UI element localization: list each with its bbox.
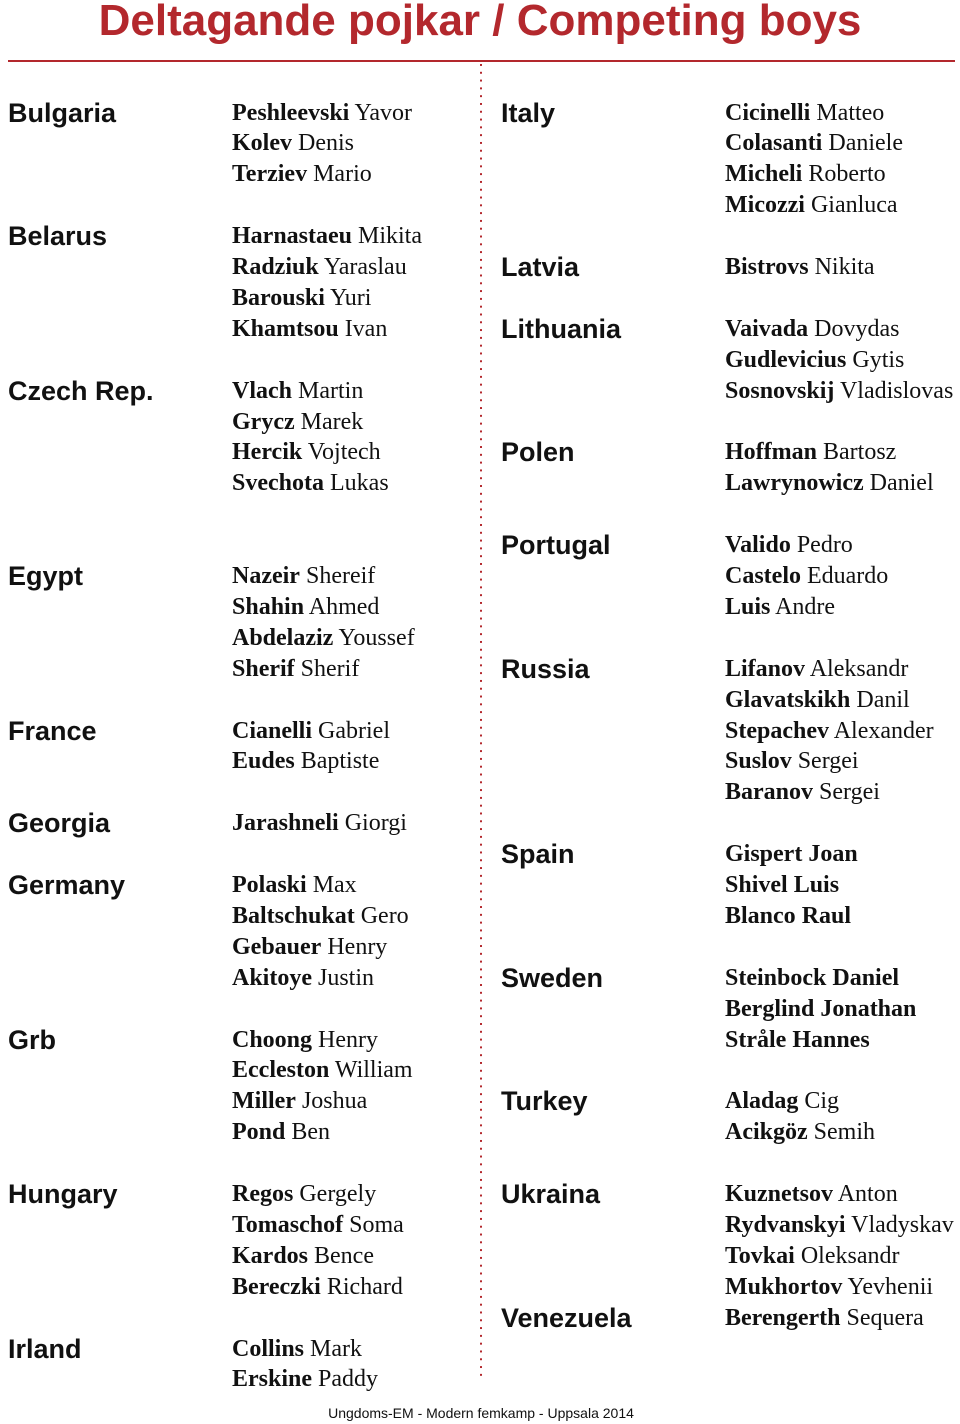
country-name: Latvia	[501, 252, 580, 283]
athlete-given-name: Alexander	[833, 717, 934, 744]
athlete-given-name: Dovydas	[814, 315, 900, 342]
athlete-entry	[232, 963, 409, 994]
athlete-given-name: Roberto	[808, 161, 886, 188]
athlete-surname: Collins	[232, 1335, 305, 1362]
athlete-surname: Aladag	[725, 1088, 799, 1115]
athlete-surname: Blanco	[725, 902, 796, 929]
athlete-entry	[232, 623, 415, 654]
athlete-given-name: Yavor	[354, 99, 413, 126]
athlete-surname: Eudes	[232, 748, 295, 775]
country-name: Sweden	[501, 962, 604, 993]
athlete-entry	[232, 1086, 413, 1117]
athlete-list	[725, 314, 953, 407]
athlete-given-name: Henry	[327, 933, 388, 960]
athlete-given-name: Soma	[349, 1211, 404, 1238]
athlete-entry	[232, 1025, 413, 1056]
athlete-entry	[725, 777, 934, 808]
athlete-list	[725, 437, 934, 499]
athlete-entry	[725, 963, 916, 994]
athlete-surname: Kuznetsov	[725, 1181, 833, 1208]
athlete-list	[232, 98, 412, 191]
athlete-entry	[725, 190, 903, 221]
athlete-surname: Shahin	[232, 593, 305, 620]
athlete-surname: Terziev	[232, 161, 308, 188]
athlete-given-name: Gytis	[852, 346, 905, 373]
athlete-surname: Hoffman	[725, 439, 817, 466]
athlete-surname: Suslov	[725, 748, 792, 775]
country-name: Czech Rep.	[8, 375, 154, 406]
country-name: Russia	[501, 653, 590, 684]
athlete-entry	[232, 808, 407, 839]
athlete-list	[232, 716, 390, 778]
athlete-entry	[725, 159, 903, 190]
athlete-entry	[232, 128, 412, 159]
athlete-entry	[725, 1241, 954, 1272]
country-name: Ukraina	[501, 1179, 601, 1210]
athlete-given-name: Andre	[775, 593, 836, 620]
athlete-surname: Gebauer	[232, 933, 322, 960]
athlete-surname: Cicinelli	[725, 99, 811, 126]
athlete-given-name: Joan	[808, 841, 858, 868]
athlete-entry	[232, 407, 389, 438]
athlete-given-name: Oleksandr	[800, 1242, 900, 1269]
athlete-given-name: Mark	[310, 1335, 363, 1362]
athlete-given-name: Bartosz	[823, 439, 897, 466]
country-name: Spain	[501, 839, 575, 870]
country-name: Polen	[501, 437, 575, 468]
athlete-list	[232, 561, 415, 685]
athlete-surname: Kardos	[232, 1242, 309, 1269]
athlete-entry	[725, 1210, 954, 1241]
athlete-surname: Choong	[232, 1026, 313, 1053]
athlete-entry	[725, 437, 934, 468]
athlete-surname: Stepachev	[725, 717, 829, 744]
athlete-entry	[725, 1179, 954, 1210]
athlete-given-name: Mario	[313, 161, 372, 188]
country-name: Lithuania	[501, 313, 621, 344]
athlete-surname: Baltschukat	[232, 902, 355, 929]
country-name: France	[8, 715, 97, 746]
athlete-surname: Grycz	[232, 408, 295, 435]
athlete-surname: Nazeir	[232, 563, 300, 590]
athlete-entry	[232, 654, 415, 685]
athlete-surname: Baranov	[725, 779, 814, 806]
athlete-entry	[725, 901, 858, 932]
athlete-given-name: Paddy	[318, 1366, 379, 1393]
athlete-surname: Sherif	[232, 655, 295, 682]
athlete-surname: Eccleston	[232, 1057, 330, 1084]
athlete-entry	[232, 468, 389, 499]
athlete-surname: Hercik	[232, 439, 303, 466]
athlete-entry	[725, 376, 953, 407]
athlete-surname: Peshleevski	[232, 99, 350, 126]
athlete-entry	[232, 870, 409, 901]
athlete-list	[725, 1303, 924, 1334]
athlete-entry	[725, 128, 903, 159]
athlete-given-name: Vladyskav	[851, 1211, 954, 1238]
athlete-list	[725, 654, 934, 809]
athlete-surname: Micozzi	[725, 192, 805, 219]
athlete-given-name: Marek	[300, 408, 364, 435]
athlete-surname: Kolev	[232, 130, 292, 157]
athlete-entry	[725, 345, 953, 376]
athlete-entry	[725, 1272, 954, 1303]
athlete-surname: Polaski	[232, 872, 307, 899]
athlete-surname: Radziuk	[232, 254, 319, 281]
country-name: Belarus	[8, 221, 108, 252]
athlete-given-name: Semih	[813, 1119, 875, 1146]
athlete-surname: Berengerth	[725, 1304, 841, 1331]
athlete-entry	[725, 654, 934, 685]
athlete-entry	[725, 746, 934, 777]
athlete-entry	[232, 1117, 413, 1148]
athlete-given-name: Gergely	[299, 1181, 377, 1208]
athlete-given-name: Ben	[291, 1119, 331, 1146]
athlete-given-name: Eduardo	[806, 563, 889, 590]
athlete-surname: Pond	[232, 1119, 286, 1146]
athlete-surname: Gudlevicius	[725, 346, 847, 373]
athlete-surname: Tovkai	[725, 1242, 795, 1269]
athlete-given-name: Mikita	[358, 223, 422, 250]
country-name: Grb	[8, 1024, 57, 1055]
athlete-given-name: Hannes	[792, 1026, 870, 1053]
country-name: Germany	[8, 870, 126, 901]
athlete-given-name: Jonathan	[820, 995, 917, 1022]
athlete-surname: Erskine	[232, 1366, 313, 1393]
athlete-given-name: Denis	[298, 130, 354, 157]
athlete-entry	[232, 1334, 378, 1365]
athlete-list	[725, 1179, 954, 1303]
athlete-entry	[232, 932, 409, 963]
athlete-given-name: Sherif	[300, 655, 360, 682]
athlete-entry	[725, 98, 903, 129]
athlete-entry	[725, 1117, 875, 1148]
athlete-surname: Khamtsou	[232, 315, 339, 342]
athlete-entry	[725, 994, 916, 1025]
athlete-surname: Glavatskikh	[725, 686, 851, 713]
athlete-surname: Acikgöz	[725, 1119, 808, 1146]
athlete-surname: Abdelaziz	[232, 624, 334, 651]
athlete-given-name: Bence	[314, 1242, 374, 1269]
athlete-entry	[232, 252, 422, 283]
athlete-surname: Sosnovskij	[725, 377, 835, 404]
athlete-entry	[232, 592, 415, 623]
country-name: Bulgaria	[8, 97, 117, 128]
athlete-entry	[232, 283, 422, 314]
athlete-surname: Shivel	[725, 872, 788, 899]
athlete-entry	[232, 1210, 404, 1241]
column-divider-dotted-line	[480, 64, 482, 1380]
athlete-surname: Akitoye	[232, 964, 312, 991]
column-right	[501, 0, 959, 1424]
athlete-list	[232, 1334, 378, 1396]
athlete-entry	[232, 437, 389, 468]
athlete-surname: Valido	[725, 532, 791, 559]
athlete-surname: Castelo	[725, 563, 801, 590]
column-left	[8, 0, 466, 1424]
athlete-given-name: Max	[312, 872, 357, 899]
athlete-list	[725, 252, 875, 283]
athlete-list	[232, 1025, 413, 1149]
athlete-entry	[232, 901, 409, 932]
athlete-entry	[725, 1303, 924, 1334]
athlete-surname: Lifanov	[725, 655, 806, 682]
athlete-given-name: Lukas	[330, 470, 389, 497]
athlete-list	[232, 808, 407, 839]
athlete-surname: Berglind	[725, 995, 815, 1022]
athlete-entry	[232, 221, 422, 252]
athlete-entry	[232, 376, 389, 407]
athlete-given-name: Vladislovas	[839, 377, 954, 404]
athlete-given-name: Nikita	[814, 254, 875, 281]
athlete-entry	[725, 685, 934, 716]
athlete-entry	[232, 314, 422, 345]
country-name: Hungary	[8, 1179, 118, 1210]
athlete-surname: Micheli	[725, 161, 803, 188]
athlete-surname: Bistrovs	[725, 254, 809, 281]
country-name: Egypt	[8, 561, 84, 592]
athlete-entry	[725, 530, 888, 561]
athlete-list	[725, 530, 888, 623]
athlete-given-name: Pedro	[796, 532, 853, 559]
athlete-surname: Regos	[232, 1181, 294, 1208]
athlete-list	[232, 1179, 404, 1303]
athlete-surname: Colasanti	[725, 130, 823, 157]
athlete-given-name: Gianluca	[810, 192, 898, 219]
athlete-entry	[725, 839, 858, 870]
athlete-given-name: Yaraslau	[323, 254, 407, 281]
athlete-given-name: Joshua	[301, 1088, 368, 1115]
athlete-surname: Tomaschof	[232, 1211, 344, 1238]
athlete-given-name: Yuri	[330, 284, 372, 311]
athlete-surname: Jarashneli	[232, 810, 339, 837]
athlete-surname: Bereczki	[232, 1273, 321, 1300]
country-name: Irland	[8, 1333, 82, 1364]
athlete-list	[725, 1086, 875, 1148]
athlete-surname: Vlach	[232, 377, 292, 404]
athlete-given-name: Daniel	[832, 964, 900, 991]
athlete-entry	[232, 98, 412, 129]
athlete-given-name: Richard	[326, 1273, 403, 1300]
athlete-given-name: Cig	[804, 1088, 840, 1115]
athlete-given-name: Danil	[856, 686, 910, 713]
athlete-entry	[232, 1272, 404, 1303]
athlete-entry	[725, 468, 934, 499]
athlete-given-name: Sergei	[819, 779, 880, 806]
athlete-surname: Vaivada	[725, 315, 809, 342]
athlete-entry	[232, 1055, 413, 1086]
athlete-given-name: William	[334, 1057, 413, 1084]
athlete-surname: Svechota	[232, 470, 324, 497]
page-title: Deltagande pojkar / Competing boys	[98, 0, 862, 45]
athlete-entry	[232, 561, 415, 592]
athlete-entry	[725, 1086, 875, 1117]
athlete-surname: Lawrynowicz	[725, 470, 864, 497]
athlete-surname: Stråle	[725, 1026, 787, 1053]
athlete-given-name: Giorgi	[344, 810, 407, 837]
athlete-given-name: Matteo	[816, 99, 885, 126]
athlete-list	[725, 98, 903, 222]
athlete-surname: Miller	[232, 1088, 296, 1115]
athlete-given-name: Justin	[318, 964, 375, 991]
page-footer: Ungdoms-EM - Modern femkamp - Uppsala 2014	[328, 1405, 634, 1421]
athlete-given-name: Aleksandr	[809, 655, 909, 682]
athlete-given-name: Shereif	[305, 563, 376, 590]
athlete-surname: Luis	[725, 593, 771, 620]
athlete-entry	[725, 561, 888, 592]
athlete-surname: Harnastaeu	[232, 223, 352, 250]
athlete-list	[725, 839, 858, 932]
country-name: Venezuela	[501, 1302, 632, 1333]
athlete-given-name: Anton	[837, 1181, 898, 1208]
country-name: Turkey	[501, 1086, 588, 1117]
athlete-entry	[232, 159, 412, 190]
athlete-entry	[725, 716, 934, 747]
athlete-given-name: Martin	[298, 377, 364, 404]
athlete-surname: Mukhortov	[725, 1273, 843, 1300]
athlete-surname: Gispert	[725, 841, 803, 868]
athlete-entry	[232, 746, 390, 777]
athlete-list	[232, 221, 422, 345]
athlete-surname: Steinbock	[725, 964, 827, 991]
athlete-given-name: Raul	[801, 902, 852, 929]
athlete-given-name: Yevhenii	[847, 1273, 934, 1300]
athlete-given-name: Henry	[318, 1026, 379, 1053]
athlete-given-name: Gabriel	[318, 717, 390, 744]
athlete-given-name: Sergei	[797, 748, 859, 775]
country-name: Georgia	[8, 808, 111, 839]
athlete-list	[232, 870, 409, 994]
athlete-surname: Cianelli	[232, 717, 313, 744]
athlete-given-name: Vojtech	[307, 439, 381, 466]
athlete-surname: Rydvanskyi	[725, 1211, 846, 1238]
athlete-entry	[725, 592, 888, 623]
athlete-list	[725, 963, 916, 1056]
country-name: Italy	[501, 97, 556, 128]
athlete-entry	[725, 1025, 916, 1056]
athlete-entry	[232, 1179, 404, 1210]
athlete-entry	[232, 1364, 378, 1395]
athlete-entry	[725, 314, 953, 345]
athlete-given-name: Daniel	[869, 470, 934, 497]
athlete-given-name: Baptiste	[300, 748, 380, 775]
country-name: Portugal	[501, 530, 611, 561]
athlete-given-name: Youssef	[338, 624, 415, 651]
athlete-list	[232, 376, 389, 500]
athlete-entry	[725, 252, 875, 283]
athlete-given-name: Sequera	[846, 1304, 924, 1331]
athlete-entry	[725, 870, 858, 901]
athlete-given-name: Daniele	[828, 130, 903, 157]
athlete-given-name: Luis	[793, 872, 840, 899]
athlete-given-name: Ivan	[344, 315, 388, 342]
athlete-entry	[232, 716, 390, 747]
athlete-given-name: Ahmed	[308, 593, 380, 620]
athlete-entry	[232, 1241, 404, 1272]
athlete-surname: Barouski	[232, 284, 325, 311]
athlete-given-name: Gero	[360, 902, 409, 929]
